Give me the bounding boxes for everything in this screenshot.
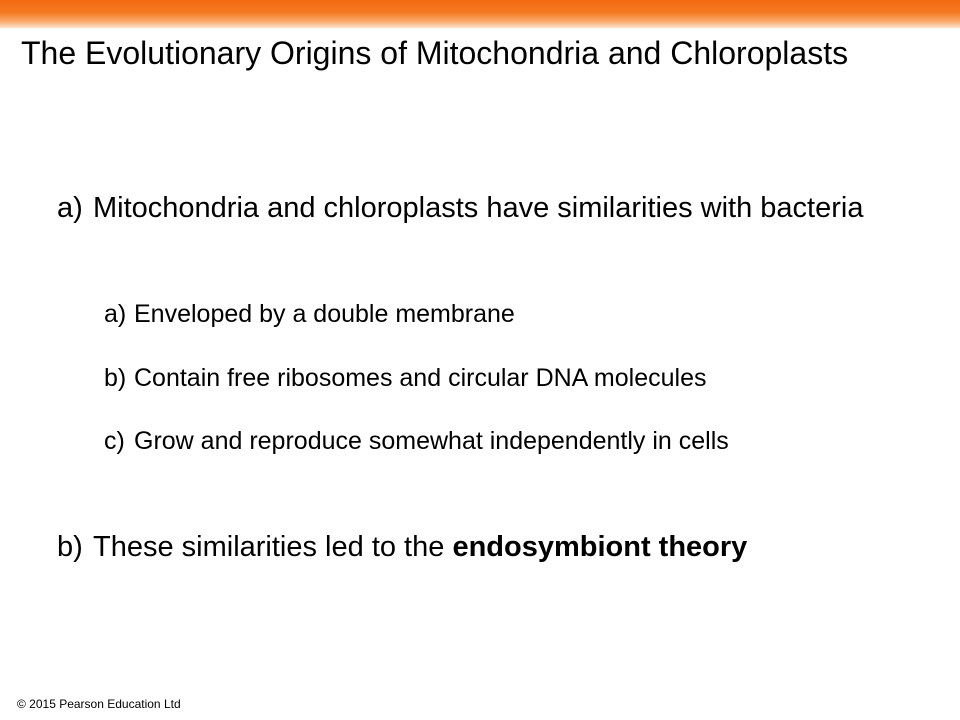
subbullet-text: Contain free ribosomes and circular DNA molecules: [134, 364, 707, 392]
bullet-endosymbiont-theory: [57, 527, 937, 567]
subbullet-marker: c): [104, 427, 125, 455]
bullet-text-prefix: These similarities led to the: [93, 531, 453, 563]
bullet-marker: b): [57, 531, 83, 563]
header-accent-bar: [0, 0, 960, 28]
bullet-text: Mitochondria and chloroplasts have similarities with bacteria: [93, 192, 864, 224]
subbullet-double-membrane: [104, 297, 864, 331]
subbullet-text: Grow and reproduce somewhat independently in cells: [134, 427, 729, 455]
copyright-notice: © 2015 Pearson Education Ltd: [17, 697, 181, 711]
bullet-text: [93, 527, 747, 567]
subbullet-ribosomes-dna: [104, 361, 864, 395]
bullet-bacteria-similarities: [57, 188, 937, 228]
subbullet-marker: a): [104, 300, 127, 328]
bullet-text-emphasis: endosymbiont theory: [452, 531, 748, 563]
bullet-marker: a): [57, 192, 83, 224]
subbullet-text: Enveloped by a double membrane: [134, 300, 515, 328]
subbullet-marker: b): [104, 364, 127, 392]
slide-title: The Evolutionary Origins of Mitochondria and Chloroplasts: [21, 35, 849, 71]
subbullet-grow-reproduce: [104, 424, 864, 458]
